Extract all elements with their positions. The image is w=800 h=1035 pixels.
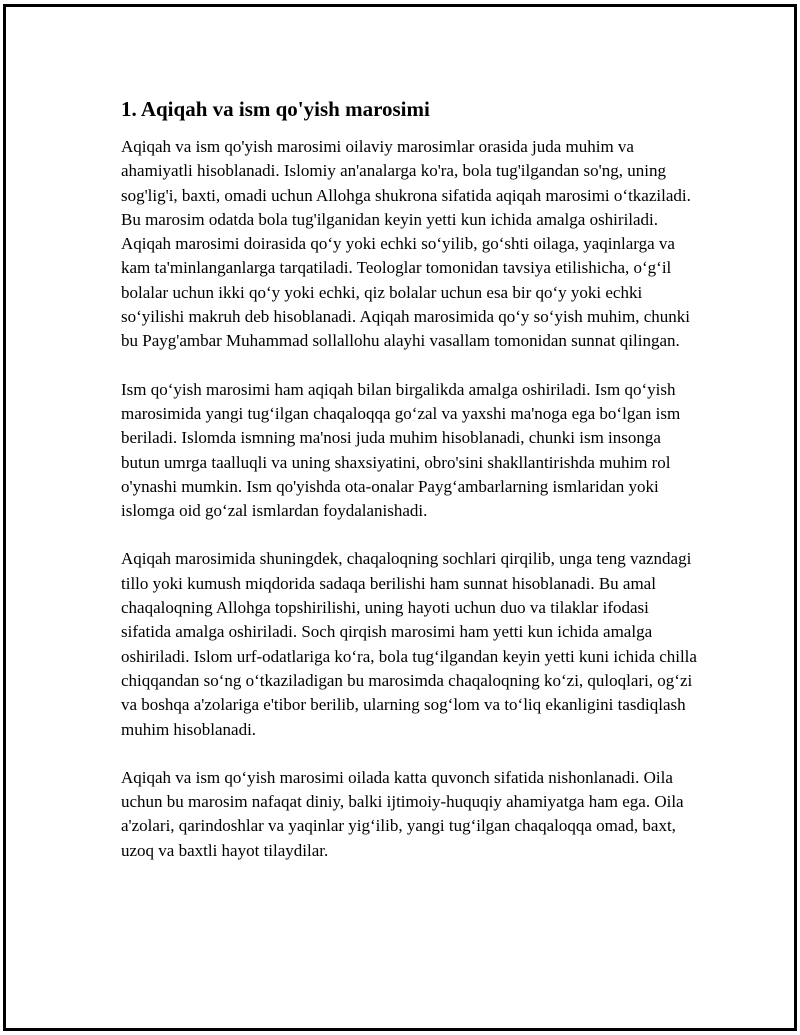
paragraph-1: Aqiqah va ism qo'yish marosimi oilaviy marosimlar orasida juda muhim va ahamiyatli hisoblanadi. Islomiy an'analarga ko'ra, bola tug'ilgandan so'ng, uning sog'lig'i, baxti, omadi uchun Allohga shukrona sifatida aqiqah marosimi o‘tkaziladi. Bu marosim odatda bola tug'ilganidan keyin yetti kun ichida amalga oshiriladi. Aqiqah marosimi doirasida qo‘y yoki echki so‘yilib, go‘shti oilaga, yaqinlarga va kam ta'minlanganlarga tarqatiladi. Teologlar tomonidan tavsiya etilishicha, o‘g‘il bolalar uchun ikki qo‘y yoki echki, qiz bolalar uchun esa bir qo‘y yoki echki so‘yilishi makruh deb hisoblanadi. Aqiqah marosimida qo‘y so‘yish muhim, chunki bu Payg'ambar Muhammad sollallohu alayhi vasallam tomonidan sunnat qilingan.	[121, 137, 691, 351]
document-body	[121, 95, 701, 887]
page-border	[3, 4, 797, 1031]
paragraph-4: Aqiqah va ism qo‘yish marosimi oilada katta quvonch sifatida nishonlanadi. Oila uchun bu marosim nafaqat diniy, balki ijtimoiy-huquqiy ahamiyatga ham ega. Oila a'zolari, qarindoshlar va yaqinlar yig‘ilib, yangi tug‘ilgan chaqaloqqa omad, baxt, uzoq va baxtli hayot tilaydilar.	[121, 767, 684, 860]
section-heading: 1. Aqiqah va ism qo'yish marosimi	[121, 97, 430, 121]
paragraph-2: Ism qo‘yish marosimi ham aqiqah bilan birgalikda amalga oshiriladi. Ism qo‘yish marosimida yangi tug‘ilgan chaqaloqqa go‘zal va yaxshi ma'noga ega bo‘lgan ism beriladi. Islomda ismning ma'nosi juda muhim hisoblanadi, chunki ism insonga butun umrga taalluqli va uning shaxsiyatini, obro'sini shakllantirishda muhim rol o'ynashi mumkin. Ism qo'yishda ota-onalar Payg‘ambarlarning ismlaridan yoki islomga oid go‘zal ismlardan foydalanishadi.	[121, 379, 681, 521]
paragraph-3: Aqiqah marosimida shuningdek, chaqaloqning sochlari qirqilib, unga teng vazndagi tillo yoki kumush miqdorida sadaqa berilishi ham sunnat hisoblanadi. Bu amal chaqaloqning Allohga topshirilishi, uning hayoti uchun duo va tilaklar ifodasi sifatida amalga oshiriladi. Soch qirqish marosimi ham yetti kun ichida amalga oshiriladi. Islom urf-odatlariga ko‘ra, bola tug‘ilgandan keyin yetti kuni ichida chilla chiqqandan so‘ng o‘tkaziladigan bu marosimda chaqaloqning ko‘zi, quloqlari, og‘zi va boshqa a'zolariga e'tibor berilib, ularning sog‘lom va to‘liq ekanligini tasdiqlash muhim hisoblanadi.	[121, 549, 697, 739]
